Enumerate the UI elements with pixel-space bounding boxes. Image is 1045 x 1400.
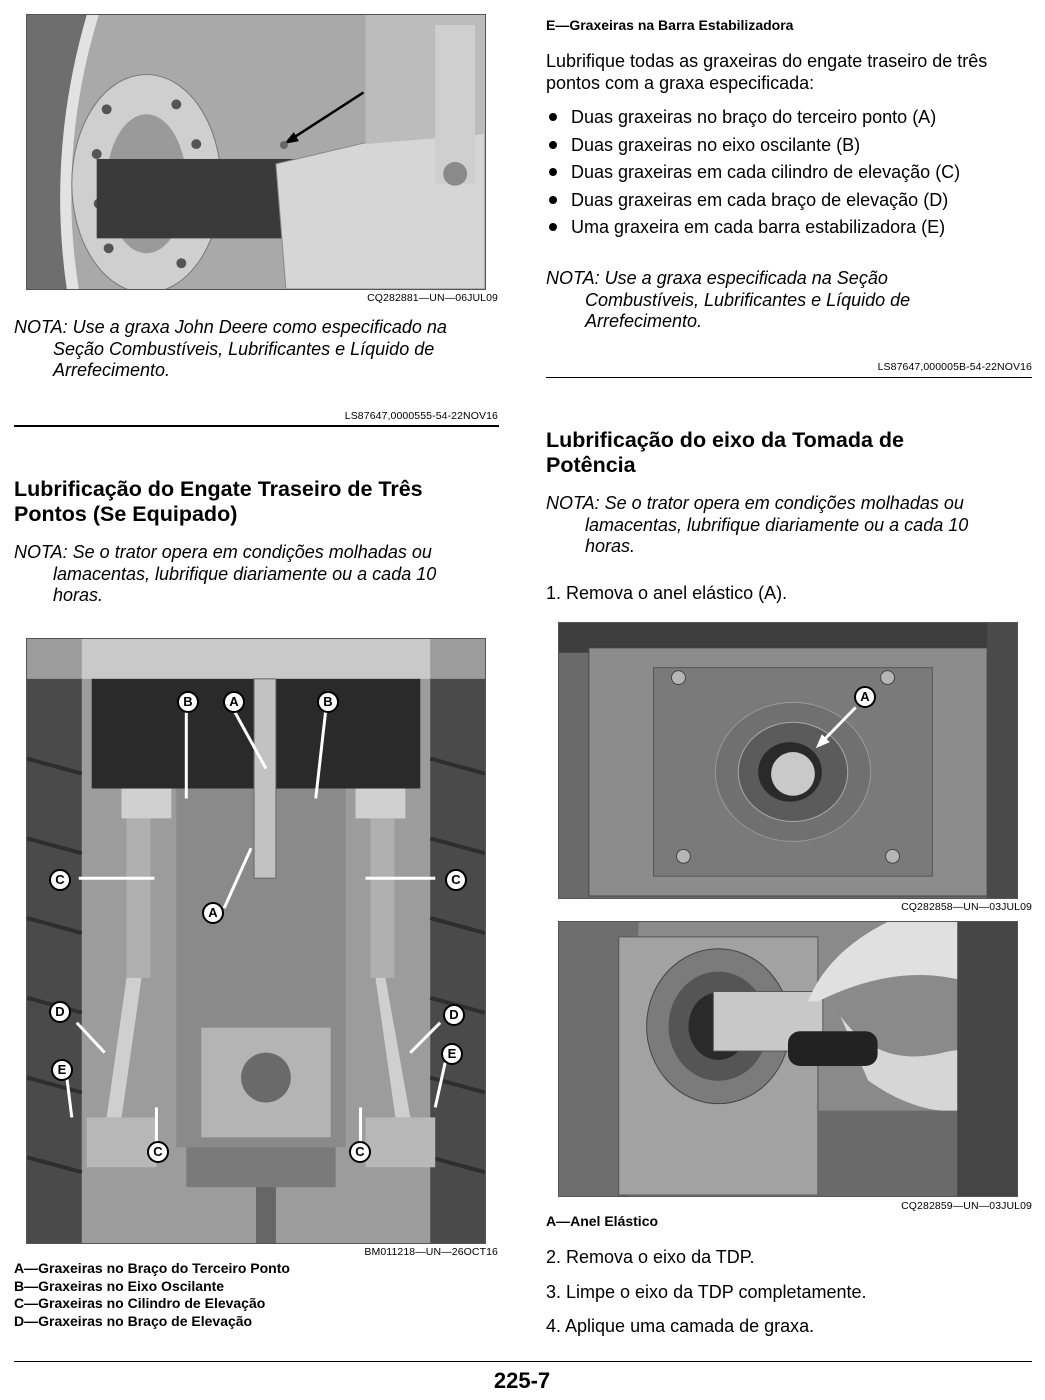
note-line: NOTA: Use a graxa especificada na Seção (546, 268, 888, 288)
list-item: Uma graxeira em cada barra estabilizadora (E) (546, 216, 1036, 244)
callout-a: A (223, 691, 245, 713)
text-line: Lubrifique todas as graxeiras do engate traseiro de três (546, 51, 988, 71)
figure-legend (14, 1260, 504, 1330)
legend-item: E—Graxeiras na Barra Estabilizadora (546, 17, 794, 33)
callout-d: D (443, 1004, 465, 1026)
step-1: 1. Remova o anel elástico (A). (546, 583, 788, 603)
note-line: NOTA: Use a graxa John Deere como especificado na (14, 317, 447, 337)
callout-e: E (441, 1043, 463, 1065)
note-line: NOTA: Se o trator opera em condições molhadas ou (546, 493, 964, 513)
page-number: 225-7 (493, 1368, 551, 1393)
section-divider (546, 377, 1032, 378)
note-line: Combustíveis, Lubrificantes e Líquido de (585, 289, 911, 310)
callout-c: C (349, 1141, 371, 1163)
legend-item: D—Graxeiras no Braço de Elevação (14, 1312, 253, 1329)
note-line: NOTA: Se o trator opera em condições molhadas ou (14, 542, 432, 562)
list-item: Duas graxeiras em cada cilindro de elevação (C) (546, 161, 1036, 189)
step-item: 3. Limpe o eixo da TDP completamente. (546, 1282, 867, 1302)
legend-item: B—Graxeiras no Eixo Oscilante (14, 1277, 225, 1294)
callout-b: B (317, 691, 339, 713)
callout-a: A (854, 686, 876, 708)
callout-d: D (49, 1001, 71, 1023)
note-line: Arrefecimento. (53, 360, 171, 380)
note-wet-conditions (546, 493, 1036, 558)
step-item: 2. Remova o eixo da TDP. (546, 1247, 755, 1267)
legend-item: C—Graxeiras no Cilindro de Elevação (14, 1295, 266, 1311)
pto-steps (546, 1246, 1036, 1349)
title-line: Pontos (Se Equipado) (14, 502, 238, 526)
note-line: Arrefecimento. (585, 311, 703, 331)
note-line: Seção Combustíveis, Lubrificantes e Líquido de (53, 338, 435, 359)
note-specified-grease (546, 268, 1036, 333)
title-line: Potência (546, 453, 636, 477)
section-title-pto-shaft (546, 428, 1036, 478)
footer-divider (14, 1361, 1032, 1362)
note-line: horas. (53, 585, 104, 605)
note-line: lamacentas, lubrifique diariamente ou a cada 10 (53, 563, 437, 584)
callout-c: C (445, 869, 467, 891)
photo-three-point-hitch (26, 638, 486, 1244)
list-item: Duas graxeiras no braço do terceiro ponto (A) (546, 106, 1036, 134)
photo-code: CQ282858—UN—03JUL09 (901, 901, 1032, 913)
photo-removing-pto-shaft (558, 921, 1018, 1197)
callout-e: E (51, 1059, 73, 1081)
note-line: lamacentas, lubrifique diariamente ou a cada 10 (585, 514, 969, 535)
section-divider (14, 425, 499, 427)
reference-code: LS87647,0000555-54-22NOV16 (344, 410, 498, 422)
photo-axle-grease-fitting (26, 14, 486, 290)
list-item: Duas graxeiras no eixo oscilante (B) (546, 134, 1036, 162)
list-item: Duas graxeiras em cada braço de elevação (D) (546, 189, 1036, 217)
reference-code: LS87647,000005B-54-22NOV16 (877, 361, 1032, 373)
note-line: horas. (585, 536, 636, 556)
callout-c: C (49, 869, 71, 891)
legend-item: A—Graxeiras no Braço do Terceiro Ponto (14, 1260, 290, 1276)
title-line: Lubrificação do Engate Traseiro de Três (14, 477, 423, 501)
callout-c: C (147, 1141, 169, 1163)
grease-fitting-list (546, 106, 1036, 244)
intro-paragraph (546, 50, 1036, 94)
note-grease (14, 317, 504, 382)
section-title-three-point-hitch (14, 477, 504, 527)
title-line: Lubrificação do eixo da Tomada de (546, 428, 905, 452)
callout-a: A (202, 902, 224, 924)
text-line: pontos com a graxa especificada: (546, 73, 815, 93)
callout-b: B (177, 691, 199, 713)
photo-code: CQ282859—UN—03JUL09 (901, 1200, 1032, 1212)
photo-code: CQ282881—UN—06JUL09 (367, 292, 498, 304)
note-wet-conditions (14, 542, 504, 607)
photo-pto-snap-ring (558, 622, 1018, 899)
legend-item: A—Anel Elástico (546, 1213, 659, 1229)
photo-code: BM011218—UN—26OCT16 (364, 1246, 498, 1258)
step-item: 4. Aplique uma camada de graxa. (546, 1316, 815, 1336)
